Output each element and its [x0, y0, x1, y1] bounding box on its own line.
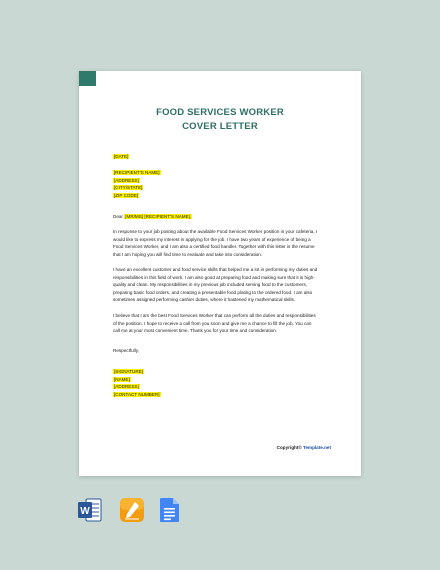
- paragraph-line: would like to express my interest in applying for the job. I have two years of experience of being a: [113, 236, 311, 242]
- closing: Respectfully,: [113, 348, 139, 353]
- paragraph-1: [113, 228, 333, 258]
- paragraph-line: I have an excellent customer and food service skills that helped me a lot in performing my duties and: [113, 267, 318, 272]
- copyright: [277, 445, 331, 450]
- paragraph-line: Food Services Worker, and I am also a certified food handler. Together with this letter is the resume: [113, 244, 315, 250]
- paragraph-line: responsibilities in this field of work. I am also good at preparing food and making sure that it is high-: [113, 274, 315, 280]
- pages-icon[interactable]: [120, 497, 142, 523]
- title-line-1: FOOD SERVICES WORKER: [156, 107, 284, 118]
- letter-page: [79, 71, 361, 476]
- recipient-city-state: [CITY/STATE]: [114, 185, 143, 191]
- recipient-zip: [ZIP CODE]: [114, 192, 139, 198]
- word-icon[interactable]: [78, 497, 100, 523]
- paragraph-line: quality and clean. My responsibilities in my previous job included serving food to the customers,: [113, 282, 308, 288]
- sender-block: [113, 368, 333, 398]
- paragraph-line: that I am hoping you will find time to evaluate and take into consideration.: [113, 251, 263, 257]
- sender-address: [ADDRESS]: [114, 384, 139, 390]
- svg-text:W: W: [80, 506, 90, 517]
- paragraph-3: [113, 312, 333, 335]
- date-block: [113, 153, 333, 161]
- paragraph-2: [113, 266, 333, 304]
- salutation: [113, 213, 333, 221]
- salutation-prefix: Dear: [113, 214, 125, 219]
- salutation-name: [MR/MS] [RECIPIENT'S NAME],: [125, 214, 192, 219]
- signature-placeholder: [SIGNATURE]: [114, 369, 144, 374]
- paragraph-line: sometimes assigned performing cashier duties, where it hastened my mathematical skills.: [113, 297, 296, 303]
- sender-name: [NAME]: [114, 376, 130, 382]
- paragraph-line: of the position. I hope to receive a call from you soon and give me a chance to fill the job. You can: [113, 320, 312, 326]
- title-line-2: COVER LETTER: [182, 121, 258, 132]
- recipient-block: [113, 169, 333, 199]
- google-docs-icon[interactable]: [159, 497, 181, 523]
- copyright-prefix: Copyright©: [276, 445, 303, 450]
- recipient-address: [ADDRESS]: [114, 177, 139, 183]
- corner-accent: [79, 71, 96, 86]
- contact-number: [CONTACT NUMBER]: [114, 391, 160, 397]
- paragraph-line: call me at your most convenient time. Thank you for your time and consideration.: [113, 328, 278, 334]
- paragraph-line: I believe that I am the best Food Services Worker that can perform all the duties and responsibilities: [113, 313, 316, 318]
- date-placeholder: [DATE]: [114, 154, 129, 159]
- recipient-name: [RECIPIENT'S NAME]: [114, 170, 160, 175]
- paragraph-line: preparing basic food orders, and creating a presentable food plating to the ordered food. I am also: [113, 289, 313, 295]
- paragraph-line: In response to your job posting about the available Food Services Worker position in your cafeteria, I: [113, 229, 318, 234]
- copyright-brand[interactable]: Template.net: [303, 445, 331, 450]
